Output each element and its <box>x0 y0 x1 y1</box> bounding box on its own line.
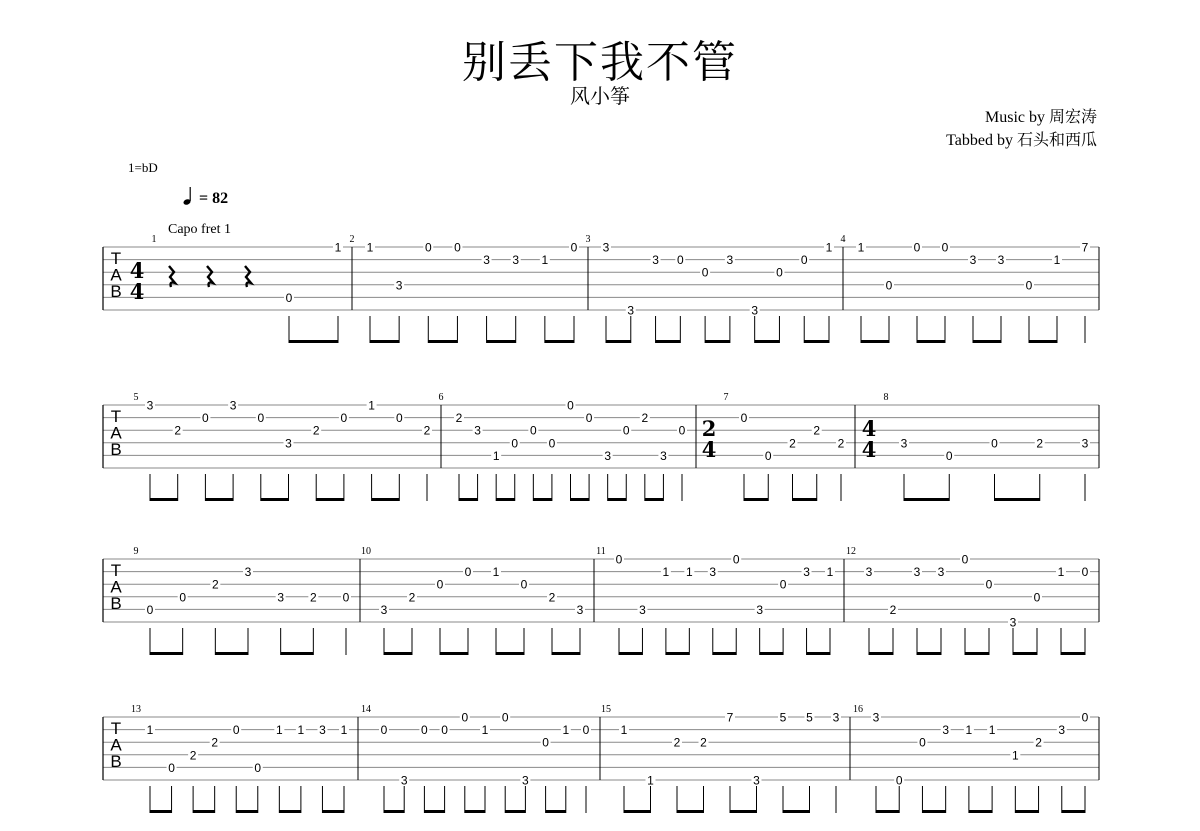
note-beam <box>205 498 233 501</box>
note-beam <box>552 652 580 655</box>
tab-letter: T <box>110 249 122 268</box>
fret-number: 2 <box>408 590 416 605</box>
fret-number: 2 <box>813 423 821 438</box>
note-beam <box>465 810 485 813</box>
fret-number: 3 <box>395 278 403 293</box>
note-beam <box>730 810 757 813</box>
fret-number: 0 <box>548 436 556 451</box>
fret-number: 3 <box>146 398 154 413</box>
note-beam <box>760 652 783 655</box>
fret-number: 0 <box>764 448 772 463</box>
fret-number: 0 <box>732 552 740 567</box>
fret-number: 0 <box>1081 565 1089 580</box>
note-beam <box>150 498 178 501</box>
fret-number: 0 <box>1081 710 1089 725</box>
fret-number: 1 <box>825 240 833 255</box>
note-beam <box>917 340 945 343</box>
note-beam <box>656 340 681 343</box>
tab-letter: T <box>110 719 122 738</box>
note-beam <box>713 652 736 655</box>
note-beam <box>606 340 631 343</box>
note-beam <box>150 810 172 813</box>
fret-number: 0 <box>678 423 686 438</box>
measure-number: 6 <box>438 392 444 403</box>
fret-number: 0 <box>520 577 528 592</box>
fret-number: 3 <box>639 602 646 617</box>
song-title: 别丢下我不管 <box>462 37 738 88</box>
fret-number: 2 <box>673 735 681 750</box>
rest-icon <box>169 266 175 287</box>
note-beam <box>487 340 516 343</box>
fret-number: 3 <box>832 710 840 725</box>
rest-icon <box>207 266 213 287</box>
fret-number: 5 <box>779 710 787 725</box>
fret-number: 2 <box>789 436 796 451</box>
fret-number: 0 <box>941 240 949 255</box>
time-signature-bottom: 4 <box>129 279 145 304</box>
note-beam <box>666 652 689 655</box>
fret-number: 0 <box>529 423 537 438</box>
fret-number: 2 <box>1036 436 1044 451</box>
fret-number: 1 <box>492 448 500 463</box>
note-beam <box>289 340 338 343</box>
note-beam <box>281 652 314 655</box>
note-beam <box>804 340 829 343</box>
fret-number: 0 <box>168 760 175 775</box>
fret-number: 1 <box>368 398 375 413</box>
fret-number: 3 <box>913 565 921 580</box>
tab-letter: T <box>110 407 122 426</box>
time-signature-top: 2 <box>701 416 717 441</box>
note-beam <box>236 810 258 813</box>
note-beam <box>384 810 404 813</box>
fret-number: 0 <box>622 423 630 438</box>
fret-number: 2 <box>174 423 182 438</box>
fret-number: 3 <box>380 602 388 617</box>
fret-number: 2 <box>211 735 219 750</box>
fret-number: 1 <box>481 723 489 738</box>
note-beam <box>1061 652 1085 655</box>
fret-number: 3 <box>753 773 760 788</box>
fret-number: 1 <box>541 253 549 268</box>
tab-letter: T <box>110 561 122 580</box>
time-signature-bottom: 4 <box>701 437 717 462</box>
fret-number: 3 <box>604 448 612 463</box>
fret-number: 2 <box>641 411 649 426</box>
artist-name: 风小筝 <box>570 84 630 108</box>
note-beam <box>459 498 478 501</box>
measure-number: 8 <box>883 392 889 403</box>
fret-number: 0 <box>991 436 998 451</box>
fret-number: 1 <box>1057 565 1065 580</box>
note-beam <box>424 810 444 813</box>
fret-number: 1 <box>340 723 348 738</box>
fret-number: 0 <box>202 411 209 426</box>
fret-number: 0 <box>945 448 953 463</box>
note-beam <box>917 652 941 655</box>
time-signature-bottom: 4 <box>861 437 877 462</box>
fret-number: 3 <box>319 723 326 738</box>
measure-number: 11 <box>596 546 606 557</box>
note-beam <box>370 340 399 343</box>
fret-number: 0 <box>146 602 154 617</box>
fret-number: 0 <box>436 577 444 592</box>
measure-number: 5 <box>133 392 139 403</box>
tab-letter: B <box>110 594 122 613</box>
measure-number: 3 <box>585 234 591 245</box>
fret-number: 0 <box>740 411 748 426</box>
measure-number: 2 <box>349 234 355 245</box>
note-beam <box>969 810 992 813</box>
note-beam <box>279 810 301 813</box>
measure-number: 14 <box>361 704 371 715</box>
fret-number: 3 <box>1081 436 1089 451</box>
note-beam <box>624 810 651 813</box>
tab-letter: B <box>110 440 122 459</box>
fret-number: 0 <box>913 240 921 255</box>
fret-number: 3 <box>244 565 252 580</box>
note-beam <box>571 498 590 501</box>
fret-number: 3 <box>803 565 810 580</box>
fret-number: 0 <box>380 723 388 738</box>
measure-number: 1 <box>151 234 157 245</box>
fret-number: 0 <box>501 710 509 725</box>
fret-number: 2 <box>189 748 197 763</box>
fret-number: 0 <box>800 253 808 268</box>
fret-number: 1 <box>146 723 154 738</box>
fret-number: 1 <box>1053 253 1061 268</box>
fret-number: 1 <box>1011 748 1019 763</box>
note-beam <box>505 810 525 813</box>
note-beam <box>322 810 344 813</box>
measure-number: 16 <box>853 704 863 715</box>
note-beam <box>783 810 810 813</box>
fret-number: 3 <box>751 303 759 318</box>
note-beam <box>904 498 949 501</box>
capo-text: Capo fret 1 <box>168 222 231 237</box>
fret-number: 0 <box>421 723 428 738</box>
fret-number: 0 <box>542 735 549 750</box>
note-beam <box>705 340 730 343</box>
note-beam <box>608 498 627 501</box>
fret-number: 3 <box>576 602 584 617</box>
fret-number: 0 <box>961 552 969 567</box>
note-beam <box>546 810 566 813</box>
fret-number: 0 <box>511 436 519 451</box>
measure-number: 10 <box>361 546 371 557</box>
fret-number: 1 <box>965 723 973 738</box>
fret-number: 3 <box>627 303 635 318</box>
fret-number: 0 <box>895 773 903 788</box>
fret-number: 3 <box>652 253 659 268</box>
note-beam <box>1029 340 1057 343</box>
note-beam <box>545 340 574 343</box>
note-beam <box>1015 810 1038 813</box>
fret-number: 0 <box>461 710 469 725</box>
fret-number: 0 <box>395 411 403 426</box>
fret-number: 3 <box>483 253 490 268</box>
fret-number: 3 <box>865 565 873 580</box>
tab-letter: B <box>110 752 122 771</box>
note-beam <box>869 652 893 655</box>
fret-number: 0 <box>1025 278 1033 293</box>
note-beam <box>744 498 768 501</box>
note-beam <box>861 340 889 343</box>
fret-number: 3 <box>285 436 292 451</box>
measure-number: 12 <box>846 546 856 557</box>
measure-number: 9 <box>133 546 139 557</box>
fret-number: 2 <box>837 436 845 451</box>
note-beam <box>496 498 515 501</box>
note-beam <box>316 498 344 501</box>
fret-number: 3 <box>872 710 880 725</box>
fret-number: 0 <box>582 723 590 738</box>
note-beam <box>1013 652 1037 655</box>
note-beam <box>755 340 780 343</box>
fret-number: 0 <box>441 723 448 738</box>
fret-number: 1 <box>366 240 374 255</box>
fret-number: 1 <box>685 565 693 580</box>
note-beam <box>995 498 1040 501</box>
fret-number: 3 <box>997 253 1005 268</box>
fret-number: 0 <box>585 411 593 426</box>
note-beam <box>922 810 945 813</box>
fret-number: 2 <box>889 602 897 617</box>
note-beam <box>793 498 817 501</box>
fret-number: 0 <box>567 398 574 413</box>
note-beam <box>619 652 642 655</box>
fret-number: 0 <box>676 253 684 268</box>
fret-number: 3 <box>937 565 945 580</box>
note-beam <box>677 810 704 813</box>
key-signature: 1=bD <box>128 160 158 175</box>
note-beam <box>876 810 899 813</box>
fret-number: 1 <box>562 723 570 738</box>
fret-number: 0 <box>985 577 993 592</box>
fret-number: 2 <box>700 735 707 750</box>
measure-number: 15 <box>601 704 611 715</box>
note-beam <box>973 340 1001 343</box>
note-beam <box>215 652 248 655</box>
fret-number: 0 <box>179 590 187 605</box>
fret-number: 0 <box>779 577 787 592</box>
fret-number: 2 <box>548 590 556 605</box>
fret-number: 1 <box>334 240 342 255</box>
measure-number: 13 <box>131 704 141 715</box>
fret-number: 1 <box>662 565 670 580</box>
fret-number: 2 <box>309 590 317 605</box>
fret-number: 0 <box>885 278 893 293</box>
fret-number: 3 <box>277 590 285 605</box>
fret-number: 2 <box>211 577 219 592</box>
fret-number: 1 <box>275 723 283 738</box>
note-beam <box>440 652 468 655</box>
rest-icon <box>245 266 251 287</box>
fret-number: 3 <box>942 723 950 738</box>
fret-number: 1 <box>620 723 628 738</box>
fret-number: 3 <box>1058 723 1066 738</box>
fret-number: 0 <box>454 240 461 255</box>
fret-number: 0 <box>285 290 293 305</box>
fret-number: 3 <box>512 253 520 268</box>
fret-number: 0 <box>342 590 350 605</box>
tab-credit: Tabbed by 石头和西瓜 <box>946 132 1097 149</box>
fret-number: 0 <box>776 265 783 280</box>
note-beam <box>965 652 989 655</box>
tab-letter: A <box>110 423 122 443</box>
fret-number: 1 <box>857 240 865 255</box>
note-beam <box>150 652 183 655</box>
fret-number: 2 <box>1035 735 1042 750</box>
fret-number: 0 <box>615 552 623 567</box>
note-beam <box>496 652 524 655</box>
note-beam <box>261 498 289 501</box>
fret-number: 2 <box>312 423 320 438</box>
fret-number: 0 <box>919 735 926 750</box>
fret-number: 1 <box>297 723 305 738</box>
fret-number: 0 <box>340 411 348 426</box>
fret-number: 3 <box>900 436 908 451</box>
note-beam <box>428 340 457 343</box>
tempo-value: = 82 <box>199 190 229 207</box>
note-beam <box>384 652 412 655</box>
measure-number: 7 <box>723 392 729 403</box>
fret-number: 0 <box>464 565 472 580</box>
fret-number: 3 <box>602 240 610 255</box>
note-beam <box>807 652 830 655</box>
fret-number: 0 <box>424 240 432 255</box>
fret-number: 3 <box>474 423 481 438</box>
tab-letter: A <box>110 735 122 755</box>
fret-number: 5 <box>806 710 813 725</box>
fret-number: 3 <box>726 253 734 268</box>
tab-letter: A <box>110 265 122 285</box>
note-beam <box>193 810 215 813</box>
note-beam <box>533 498 552 501</box>
note-beam <box>1062 810 1085 813</box>
fret-number: 0 <box>232 723 240 738</box>
fret-number: 1 <box>492 565 500 580</box>
fret-number: 2 <box>455 411 463 426</box>
fret-number: 3 <box>660 448 667 463</box>
fret-number: 3 <box>229 398 237 413</box>
fret-number: 1 <box>988 723 996 738</box>
fret-number: 3 <box>756 602 764 617</box>
fret-number: 0 <box>257 411 265 426</box>
time-signature-top: 4 <box>861 416 877 441</box>
time-signature-top: 4 <box>129 258 145 283</box>
fret-number: 1 <box>826 565 834 580</box>
fret-number: 1 <box>647 773 654 788</box>
music-credit: Music by 周宏涛 <box>984 109 1097 126</box>
fret-number: 3 <box>522 773 529 788</box>
fret-number: 0 <box>254 760 262 775</box>
tab-letter: B <box>110 282 122 301</box>
fret-number: 7 <box>1081 240 1089 255</box>
fret-number: 0 <box>570 240 578 255</box>
fret-number: 3 <box>400 773 408 788</box>
note-beam <box>372 498 400 501</box>
fret-number: 7 <box>726 710 734 725</box>
fret-number: 0 <box>701 265 709 280</box>
fret-number: 3 <box>709 565 717 580</box>
fret-number: 3 <box>969 253 977 268</box>
note-beam <box>645 498 664 501</box>
tab-letter: A <box>110 577 122 597</box>
fret-number: 3 <box>1009 615 1017 630</box>
measure-number: 4 <box>840 234 846 245</box>
fret-number: 0 <box>1033 590 1041 605</box>
fret-number: 2 <box>423 423 431 438</box>
